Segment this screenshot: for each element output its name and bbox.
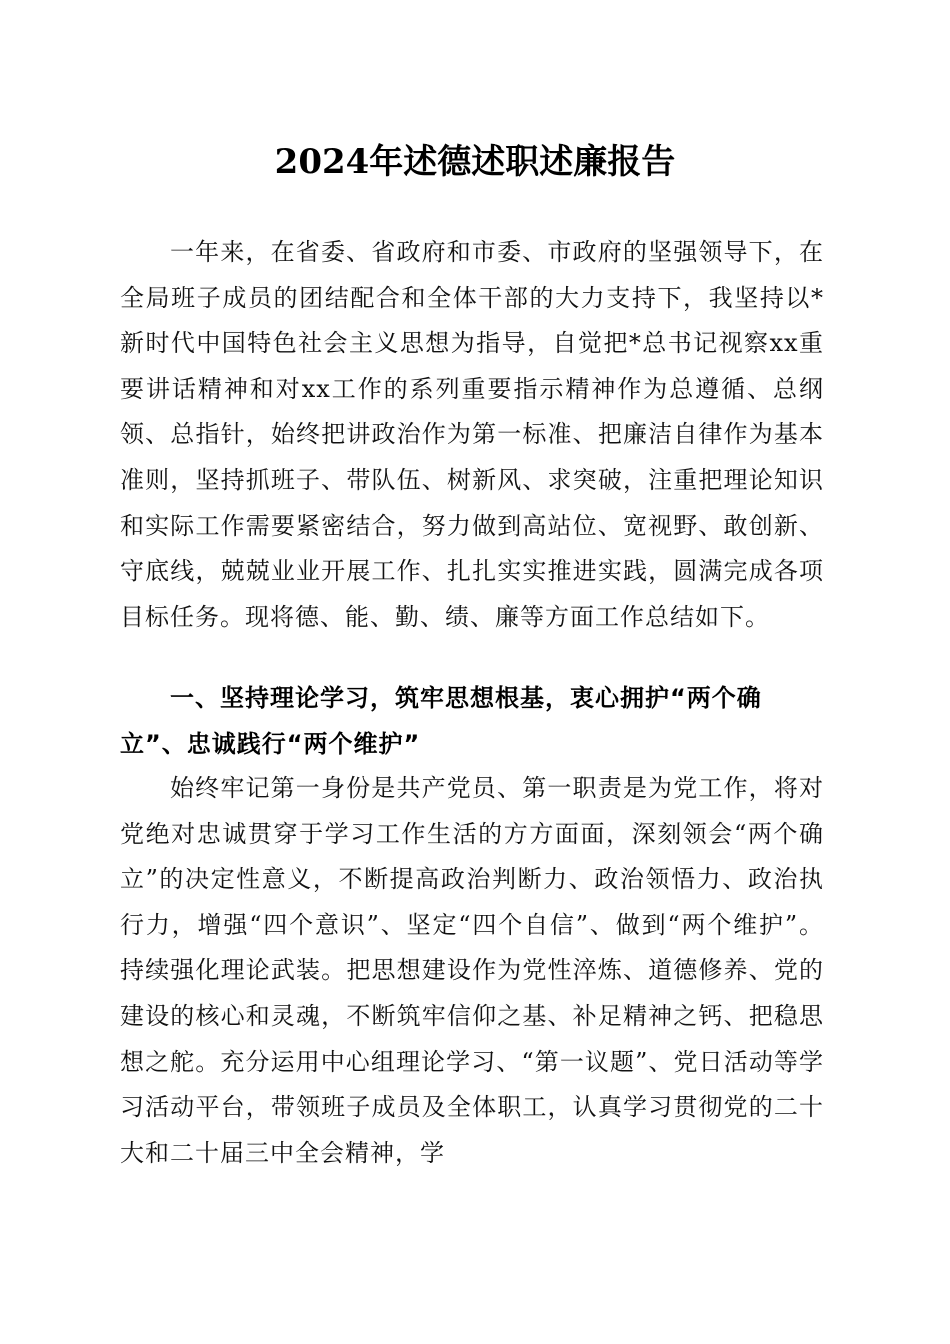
section-heading: 一、坚持理论学习，筑牢思想根基，衷心拥护“两个确立”、忠诚践行“两个维护”: [120, 684, 762, 758]
intro-paragraph: 一年来，在省委、省政府和市委、市政府的坚强领导下，在全局班子成员的团结配合和全体干部的大力支持下，我坚持以*新时代中国特色社会主义思想为指导，自觉把*总书记视察xx重要讲话精神和对xx工作的系列重要指示精神作为总遵循、总纲领、总指针，始终把讲政治作为第一标准、把廉洁自律作为基本准则，坚持抓班子、带队伍、树新风、求突破，注重把理论知识和实际工作需要紧密结合，努力做到高站位、宽视野、敢创新、守底线，兢兢业业开展工作、扎扎实实推进实践，圆满完成各项目标任务。现将德、能、勤、绩、廉等方面工作总结如下。: [120, 238, 824, 631]
section-paragraph: 始终牢记第一身份是共产党员、第一职责是为党工作，将对党绝对忠诚贯穿于学习工作生活的方方面面，深刻领会“两个确立”的决定性意义，不断提高政治判断力、政治领悟力、政治执行力，增强“四个意识”、坚定“四个自信”、做到“两个维护”。持续强化理论武装。把思想建设作为党性淬炼、道德修养、党的建设的核心和灵魂，不断筑牢信仰之基、补足精神之钙、把稳思想之舵。充分运用中心组理论学习、“第一议题”、党日活动等学习活动平台，带领班子成员及全体职工，认真学习贯彻党的二十大和二十届三中全会精神，学: [120, 774, 824, 1167]
document-title: 2024年述德述职述廉报告: [274, 142, 676, 182]
